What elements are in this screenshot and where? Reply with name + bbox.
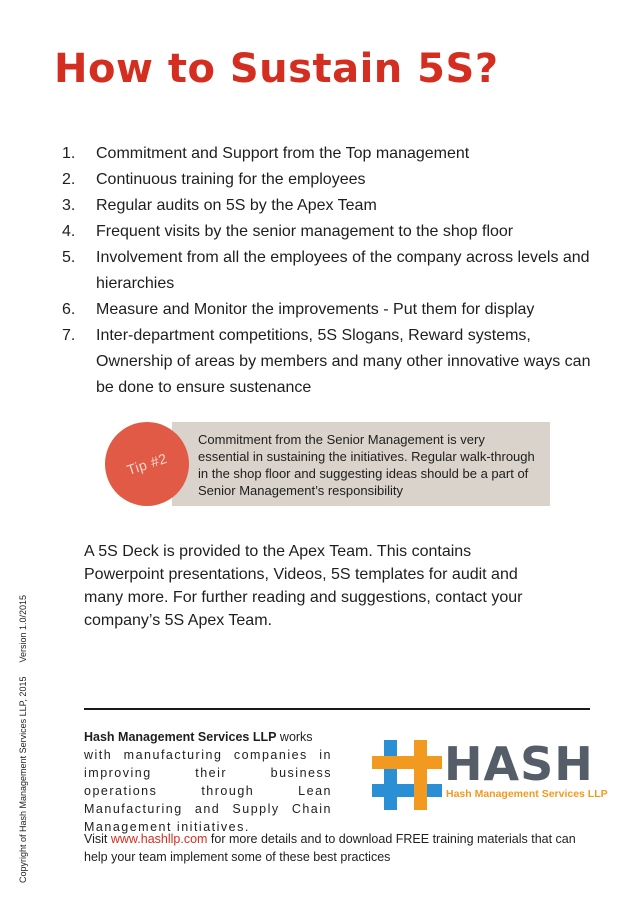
copyright-text: Copyright of Hash Management Services LLP, 2015: [18, 676, 28, 883]
hash-logo-icon: [372, 740, 442, 810]
company-description: Hash Management Services LLP works with manufacturing companies in improving their business operations through Lean Manufacturing and Supply Chain Management initiatives.: [84, 730, 332, 834]
tip-line: Commitment from the Senior Management is very: [198, 432, 485, 447]
list-item: 3. Regular audits on 5S by the Apex Team: [62, 197, 377, 214]
apex-deck-paragraph: A 5S Deck is provided to the Apex Team. This contains Powerpoint presentations, Videos, 5S templates for audit and many more. For further reading and suggestions, contact your company’s 5S Apex Team.: [84, 543, 523, 629]
page-title: How to Sustain 5S?: [54, 46, 499, 92]
tip-line: in the shop floor and suggesting ideas should be a part of: [198, 466, 529, 481]
list-item: 5. Involvement from all the employees of the company across levels and hierarchies: [62, 249, 590, 292]
tip-badge: [105, 422, 189, 506]
side-copyright: [18, 595, 28, 883]
list-item: 7. Inter-department competitions, 5S Slogans, Reward systems, Ownership of areas by members and many other innovative ways can be done to ensure sustenance: [62, 327, 591, 396]
tip-line: Senior Management’s responsibility: [198, 483, 403, 498]
company-name: Hash Management Services LLP: [84, 730, 277, 744]
sustain-steps-list: [62, 141, 592, 401]
visit-text: Visit www.hashllp.com for more details and to download FREE training materials that can help your team implement some of these best practices: [84, 832, 576, 864]
website-link[interactable]: www.hashllp.com: [110, 832, 208, 846]
list-item: 6. Measure and Monitor the improvements - Put them for display: [62, 301, 535, 318]
tip-line: essential in sustaining the initiatives. Regular walk-through: [198, 449, 535, 464]
logo-wordmark: HASH: [444, 737, 594, 791]
tip-label: Tip #2: [124, 449, 170, 479]
tip-text: [198, 431, 548, 499]
list-item: 1. Commitment and Support from the Top management: [62, 145, 470, 162]
version-text: Version 1.0/2015: [18, 594, 28, 663]
footer-divider: [84, 708, 590, 710]
list-item: 2. Continuous training for the employees: [62, 171, 366, 188]
list-item: 4. Frequent visits by the senior management to the shop floor: [62, 223, 514, 240]
logo-tagline: Hash Management Services LLP: [446, 788, 608, 800]
